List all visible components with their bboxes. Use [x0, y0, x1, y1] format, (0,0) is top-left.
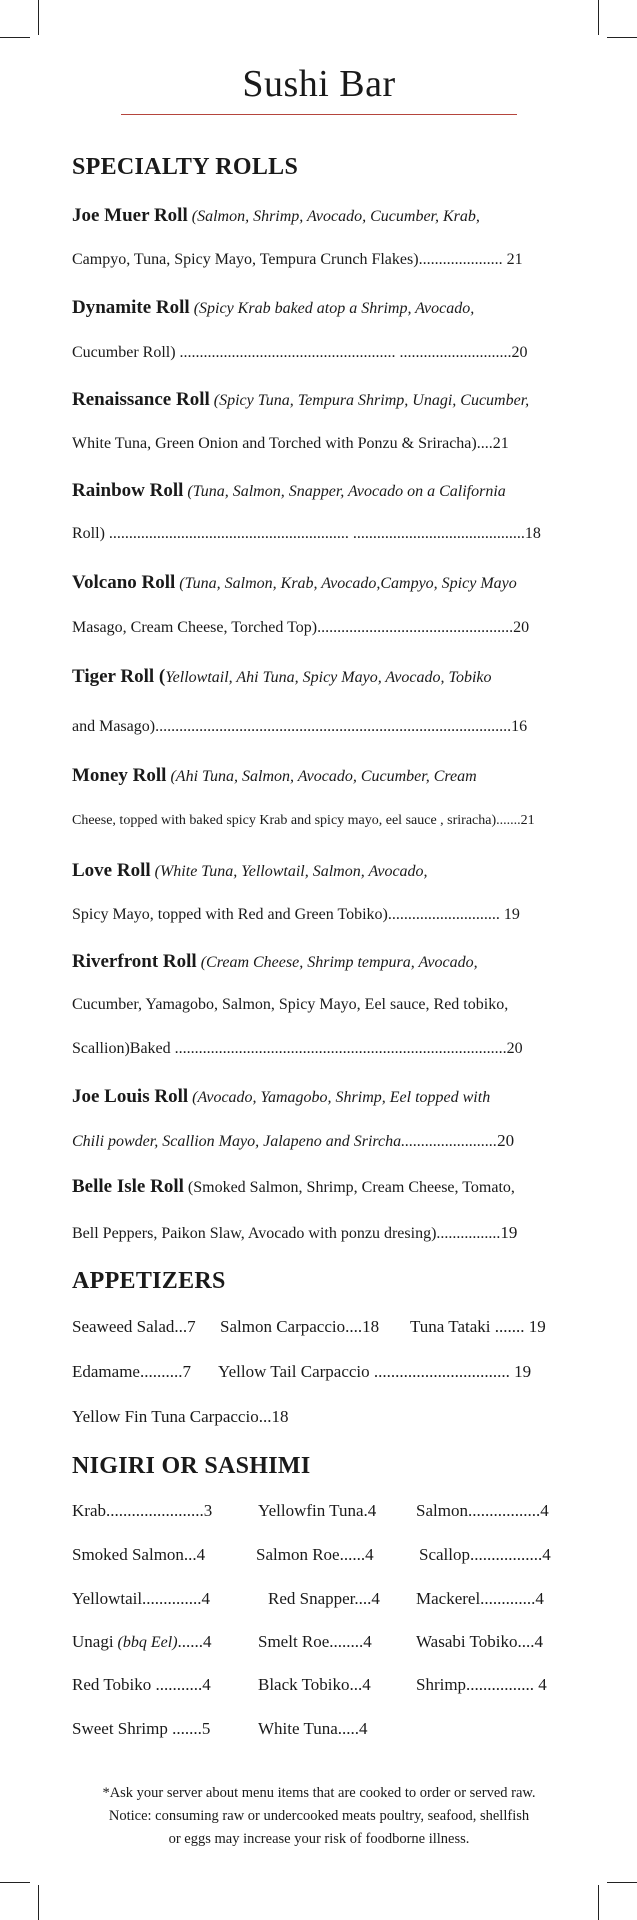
nigiri-item: Salmon Roe......4: [256, 1545, 374, 1564]
roll-desc-line: Roll) ............................................................ ...........................................18: [72, 525, 541, 542]
roll-desc: (Avocado, Yamagobo, Shrimp, Eel topped with: [188, 1089, 491, 1106]
roll-riverfront: [72, 951, 564, 973]
appetizer-item: Yellow Tail Carpaccio ................................ 19: [218, 1362, 532, 1381]
disclaimer-line: Notice: consuming raw or undercooked meats poultry, seafood, shellfish: [108, 1808, 530, 1824]
roll-desc: (Spicy Krab baked atop a Shrimp, Avocado,: [189, 300, 475, 317]
roll-price: 20: [497, 1131, 515, 1150]
roll-desc: (Tuna, Salmon, Snapper, Avocado on a California: [183, 483, 506, 500]
crop-mark-bottom-left-v: [38, 1885, 39, 1920]
nigiri-note: (bbq Eel): [113, 1634, 178, 1651]
crop-mark-top-right-v: [598, 0, 599, 35]
roll-desc: (Ahi Tuna, Salmon, Avocado, Cucumber, Cream: [166, 768, 477, 785]
roll-name: Rainbow Roll: [72, 480, 184, 501]
roll-name: Joe Muer Roll: [72, 205, 188, 226]
roll-desc-text: Chili powder, Scallion Mayo, Jalapeno and Srircha........................: [72, 1133, 498, 1150]
roll-rainbow: [72, 480, 564, 502]
roll-desc-line: Masago, Cream Cheese, Torched Top).................................................20: [72, 619, 530, 636]
roll-desc-line: [72, 1131, 564, 1151]
nigiri-item: Black Tobiko...4: [258, 1675, 371, 1694]
disclaimer-line: or eggs may increase your risk of foodborne illness.: [168, 1831, 470, 1847]
roll-desc-line: Spicy Mayo, topped with Red and Green Tobiko)............................ 19: [72, 906, 520, 923]
roll-renaissance: [72, 389, 564, 411]
roll-desc-line: and Masago).........................................................................................16: [72, 718, 528, 735]
appetizer-item: Yellow Fin Tuna Carpaccio...18: [72, 1407, 289, 1426]
menu-title: Sushi Bar: [242, 63, 396, 105]
nigiri-item: Yellowtail..............4: [72, 1589, 211, 1608]
roll-price: 19: [500, 1223, 518, 1242]
roll-dynamite: [72, 297, 564, 319]
specialty-rolls-heading: SPECIALTY ROLLS: [72, 154, 299, 180]
appetizer-item: Edamame..........7: [72, 1362, 191, 1381]
roll-volcano: [72, 572, 564, 594]
nigiri-item: [72, 1632, 212, 1652]
roll-name: Love Roll: [72, 860, 151, 881]
nigiri-item: Red Snapper....4: [268, 1589, 380, 1608]
roll-name: Joe Louis Roll: [72, 1086, 189, 1107]
nigiri-item: Smelt Roe........4: [258, 1632, 372, 1651]
appetizer-item: Seaweed Salad...7: [72, 1317, 196, 1336]
roll-desc-line: Cucumber, Yamagobo, Salmon, Spicy Mayo, Eel sauce, Red tobiko,: [72, 996, 509, 1013]
roll-money: [72, 765, 564, 787]
raw-food-disclaimer: [62, 1782, 576, 1851]
crop-mark-top-left-h: [0, 37, 30, 38]
roll-desc: Yellowtail, Ahi Tuna, Spicy Mayo, Avocado, Tobiko: [165, 669, 492, 686]
nigiri-item: White Tuna.....4: [258, 1719, 368, 1738]
disclaimer-line: *Ask your server about menu items that are cooked to order or served raw.: [102, 1785, 536, 1801]
nigiri-item: Wasabi Tobiko....4: [416, 1632, 543, 1651]
roll-desc: (Salmon, Shrimp, Avocado, Cucumber, Krab,: [187, 208, 480, 225]
roll-love: [72, 860, 564, 882]
roll-name: Volcano Roll: [72, 572, 176, 593]
nigiri-item: Sweet Shrimp .......5: [72, 1719, 211, 1738]
roll-name: Renaissance Roll: [72, 389, 210, 410]
nigiri-item: Mackerel.............4: [416, 1589, 544, 1608]
roll-desc: (White Tuna, Yellowtail, Salmon, Avocado,: [150, 863, 428, 880]
title-divider: [121, 114, 517, 115]
roll-desc-line: White Tuna, Green Onion and Torched with Ponzu & Sriracha)....21: [72, 435, 509, 452]
crop-mark-bottom-right-v: [598, 1885, 599, 1920]
roll-desc-line: [72, 1223, 564, 1243]
roll-tiger: [72, 666, 564, 688]
roll-name: Money Roll: [72, 765, 167, 786]
roll-belle-isle: [72, 1176, 564, 1198]
roll-desc-line: Scallion)Baked ...................................................................................20: [72, 1040, 523, 1057]
roll-desc-line: Cheese, topped with baked spicy Krab and spicy mayo, eel sauce , sriracha).......21: [72, 813, 535, 828]
appetizer-item: Tuna Tataki ....... 19: [410, 1317, 546, 1336]
roll-desc: (Tuna, Salmon, Krab, Avocado,Campyo, Spicy Mayo: [175, 575, 517, 592]
roll-name: Belle Isle Roll: [72, 1176, 184, 1197]
nigiri-item: Red Tobiko ...........4: [72, 1675, 211, 1694]
nigiri-item: Scallop.................4: [419, 1545, 551, 1564]
roll-joe-muer: [72, 205, 564, 227]
roll-name: Dynamite Roll: [72, 297, 190, 318]
roll-desc: (Spicy Tuna, Tempura Shrimp, Unagi, Cucumber,: [209, 392, 530, 409]
roll-desc-text: Bell Peppers, Paikon Slaw, Avocado with ponzu dresing)................: [72, 1225, 501, 1242]
crop-mark-top-left-v: [38, 0, 39, 35]
nigiri-item: Smoked Salmon...4: [72, 1545, 206, 1564]
roll-desc: (Smoked Salmon, Shrimp, Cream Cheese, Tomato,: [183, 1179, 515, 1196]
nigiri-item: Krab.......................3: [72, 1501, 213, 1520]
nigiri-heading: NIGIRI OR SASHIMI: [72, 1453, 311, 1479]
roll-desc: (Cream Cheese, Shrimp tempura, Avocado,: [196, 954, 478, 971]
roll-desc-line: Campyo, Tuna, Spicy Mayo, Tempura Crunch Flakes)..................... 21: [72, 251, 523, 268]
crop-mark-bottom-left-h: [0, 1882, 30, 1883]
nigiri-name: Unagi: [72, 1632, 114, 1651]
roll-name: Riverfront Roll: [72, 951, 197, 972]
roll-name: Tiger Roll (: [72, 666, 166, 687]
nigiri-item: Shrimp................ 4: [416, 1675, 547, 1694]
nigiri-item: Salmon.................4: [416, 1501, 549, 1520]
crop-mark-top-right-h: [607, 37, 637, 38]
roll-desc-line: Cucumber Roll) ...................................................... ............................20: [72, 344, 528, 361]
nigiri-item: Yellowfin Tuna.4: [258, 1501, 377, 1520]
appetizer-item: Salmon Carpaccio....18: [220, 1317, 380, 1336]
appetizers-heading: APPETIZERS: [72, 1268, 226, 1294]
nigiri-price: ......4: [177, 1632, 212, 1651]
crop-mark-bottom-right-h: [607, 1882, 637, 1883]
roll-joe-louis: [72, 1086, 564, 1108]
